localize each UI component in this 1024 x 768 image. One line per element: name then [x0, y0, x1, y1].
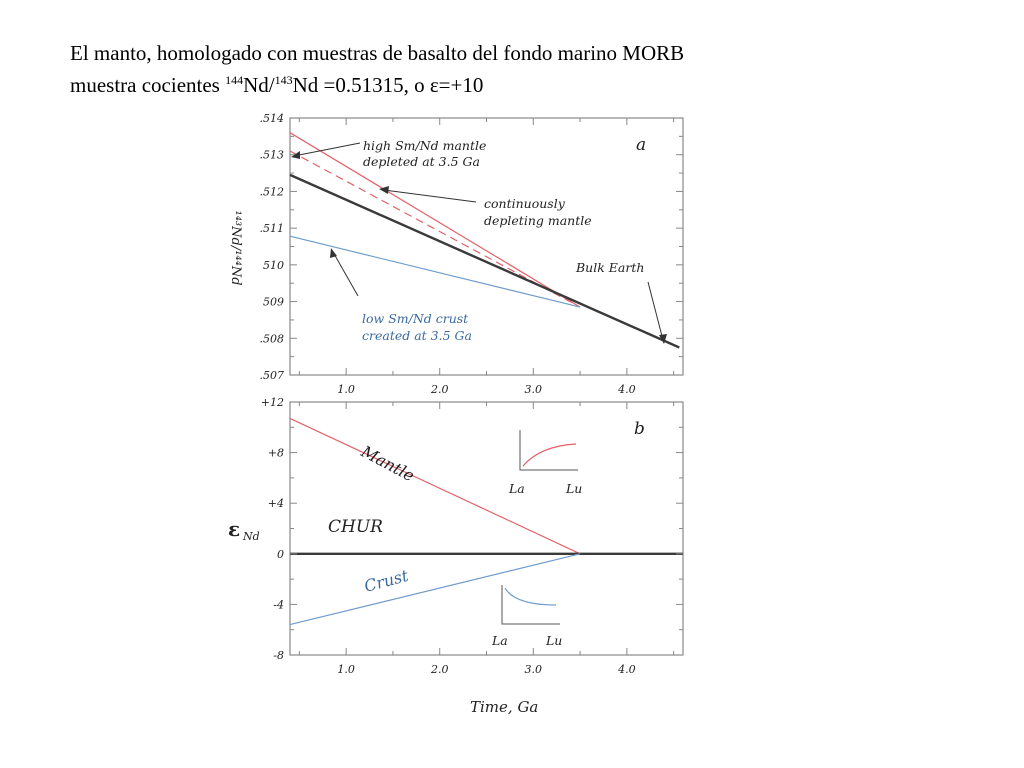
xtick-label: 2.0	[430, 663, 449, 676]
ytick-label: .513	[259, 148, 284, 162]
inset-mantle-ree	[508, 430, 582, 496]
inset-upper-lu: Lu	[566, 481, 583, 496]
ytick-label: 510	[263, 258, 284, 272]
arrow-high-smnd	[294, 143, 360, 156]
panel-b-ylabel-sub: Nd	[243, 530, 260, 543]
ytick-label: .507	[259, 369, 284, 382]
annotation-high-smnd-line1: high Sm/Nd mantle	[363, 138, 487, 153]
xtick-label: 2.0	[430, 383, 449, 396]
annotation-high-smnd-line2: depleted at 3.5 Ga	[363, 154, 480, 169]
annotation-continuous-line2: depleting mantle	[484, 213, 592, 228]
panel-a-label: a	[636, 135, 647, 155]
inset-mantle-curve	[523, 444, 576, 466]
ytick-label: -4	[273, 598, 284, 612]
panel-b-ylabel: ε	[228, 517, 241, 541]
ytick-label: .512	[259, 185, 284, 199]
isotope-143: 143	[274, 73, 293, 87]
panel-a-frame	[290, 118, 683, 375]
ytick-label: -8	[273, 649, 284, 662]
label-mantle: Mantle	[358, 441, 418, 486]
panel-a	[228, 112, 683, 396]
inset-lower-lu: Lu	[546, 633, 563, 648]
nd-text: Nd/	[243, 73, 275, 97]
series-crust	[290, 554, 580, 625]
panel-a-ylabel: ¹⁴³Nd/¹⁴⁴Nd	[228, 210, 243, 286]
ytick-label: .508	[259, 332, 284, 346]
series-low-sm-nd-crust-created-at-3-5-ga	[290, 236, 580, 307]
panel-b-xlabel: Time, Ga	[470, 698, 539, 716]
panel-b-label: b	[634, 419, 645, 439]
label-crust: Crust	[362, 565, 411, 596]
ytick-label: .514	[259, 112, 284, 125]
ytick-label: +4	[267, 497, 284, 511]
arrow-bulk-earth	[648, 282, 663, 340]
isotope-144: 144	[225, 73, 244, 87]
ytick-label: 509	[263, 295, 284, 309]
ytick-label: 0	[277, 547, 284, 561]
annotation-low-smnd-line2: created at 3.5 Ga	[362, 328, 472, 343]
xtick-label: 1.0	[337, 383, 355, 396]
label-chur: CHUR	[328, 517, 383, 537]
arrow-continuous	[384, 190, 476, 202]
inset-lower-la: La	[492, 633, 508, 648]
panel-b	[228, 396, 683, 716]
title-line-1: El manto, homologado con muestras de basalto del fondo marino MORB	[70, 41, 685, 65]
xtick-label: 3.0	[524, 383, 543, 396]
inset-crust-ree	[491, 585, 562, 648]
ytick-label: +8	[267, 446, 284, 460]
xtick-label: 3.0	[524, 663, 543, 676]
inset-upper-la: La	[509, 481, 525, 496]
xtick-label: 1.0	[337, 663, 355, 676]
title-line-2-suffix: Nd =0.51315, o ε=+10	[292, 73, 484, 97]
inset-crust-curve	[505, 588, 556, 605]
arrow-low-smnd	[333, 252, 358, 296]
title-line-2-prefix: muestra cocientes	[70, 73, 226, 97]
annotation-low-smnd-line1: low Sm/Nd crust	[362, 311, 469, 326]
ytick-label: .511	[259, 222, 284, 236]
ytick-label: +12	[260, 396, 284, 409]
xtick-label: 4.0	[618, 383, 636, 396]
annotation-continuous-line1: continuously	[484, 196, 565, 211]
xtick-label: 4.0	[618, 663, 636, 676]
annotation-bulk-earth: Bulk Earth	[576, 260, 645, 275]
